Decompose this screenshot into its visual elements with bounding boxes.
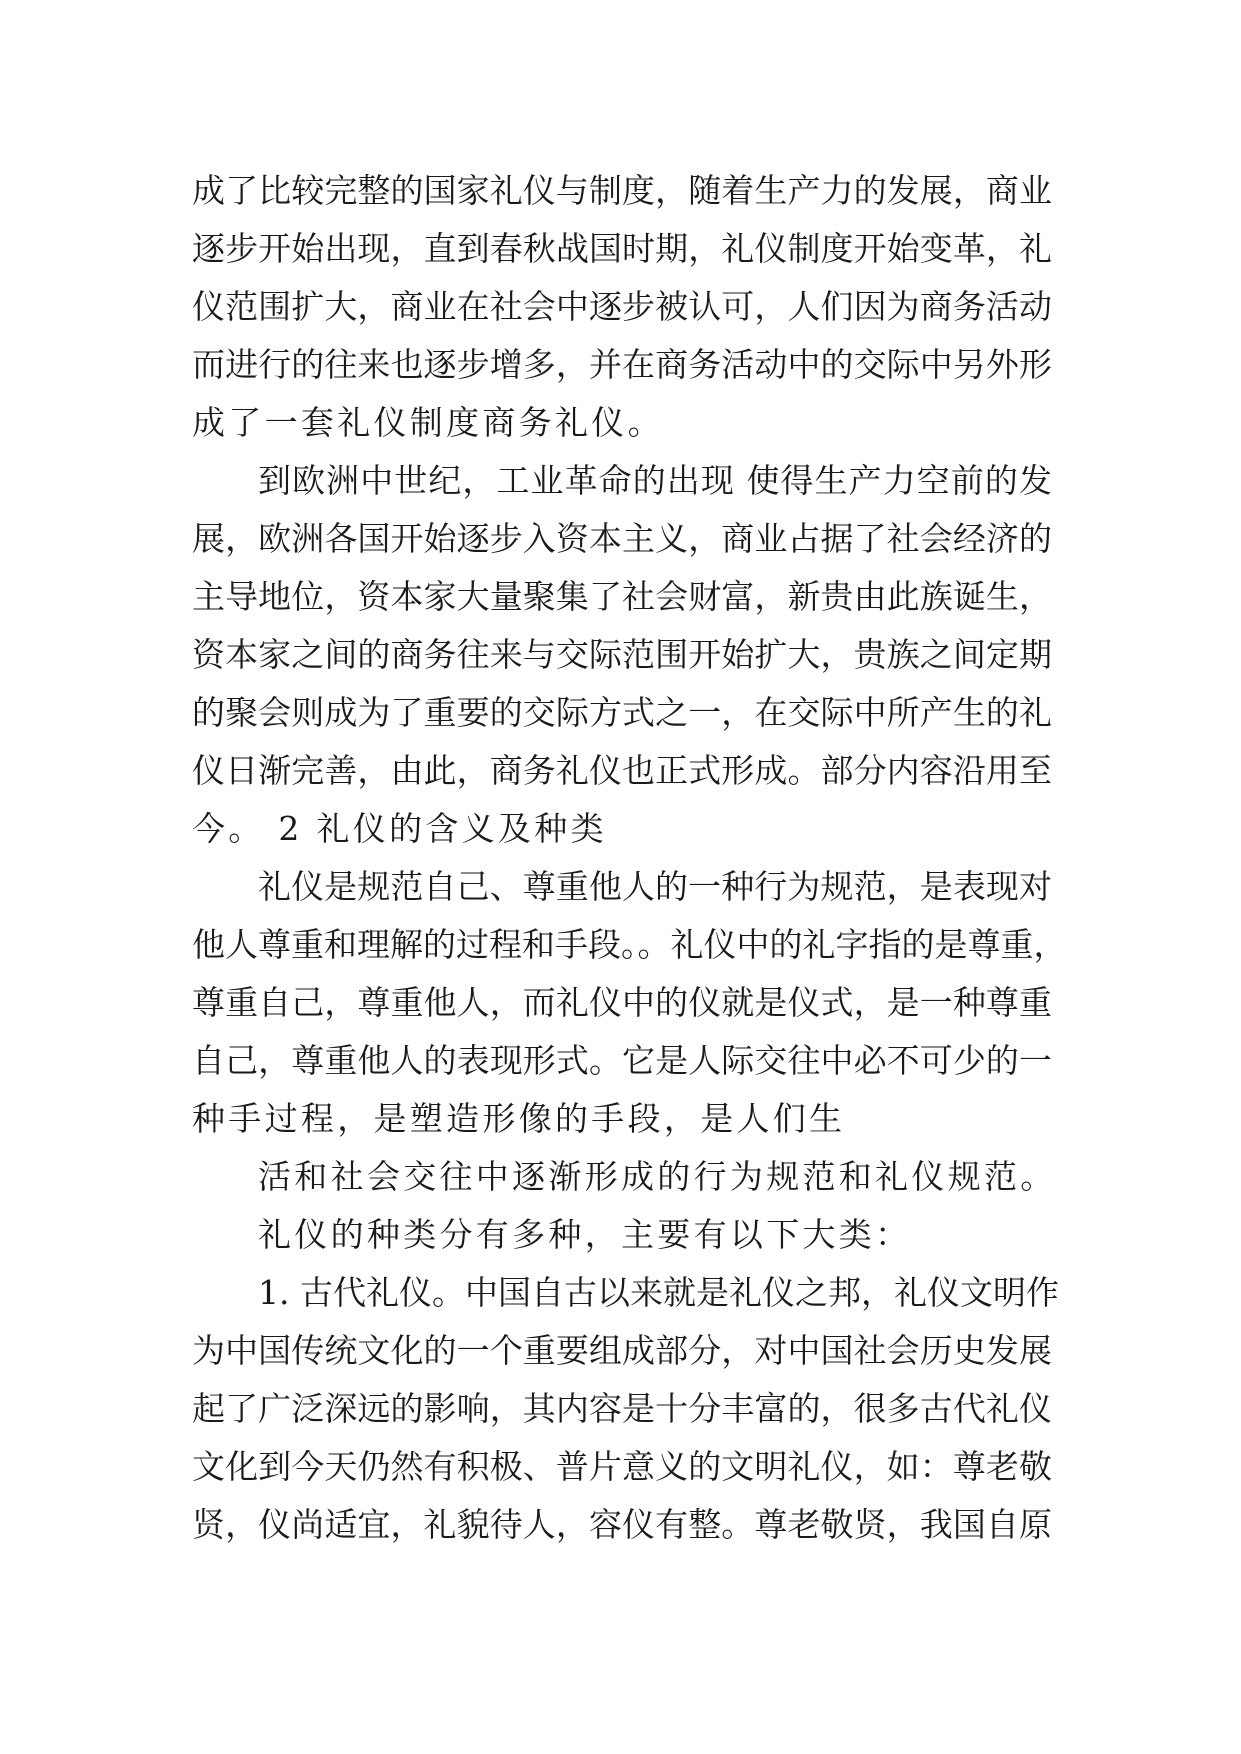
text-line: 成了比较完整的国家礼仪与制度，随着生产力的发展，商业 [192,171,1052,210]
text-line: 展，欧洲各国开始逐步入资本主义，商业占据了社会经济的 [192,519,1052,558]
text-line: 成了一套礼仪制度商务礼仪。 [192,403,664,442]
text-line: 为中国传统文化的一个重要组成部分，对中国社会历史发展 [192,1331,1052,1370]
text-line: 起了广泛深远的影响，其内容是十分丰富的，很多古代礼仪 [192,1389,1052,1428]
text-line: 主导地位，资本家大量聚集了社会财富，新贵由此族诞生， [192,577,1052,616]
text-line: 种手过程，是塑造形像的手段，是人们生 [192,1099,846,1138]
list-item-line: 1. 古代礼仪。中国自古以来就是礼仪之邦，礼仪文明作 [258,1273,1059,1312]
text-line: 贤，仪尚适宜，礼貌待人，容仪有整。尊老敬贤，我国自原 [192,1505,1052,1544]
paragraph-start-line: 礼仪的种类分有多种，主要有以下大类： [258,1215,912,1254]
text-line: 而进行的往来也逐步增多，并在商务活动中的交际中另外形 [192,345,1052,384]
text-line: 仪日渐完善，由此，商务礼仪也正式形成。部分内容沿用至 [192,751,1052,790]
paragraph-start-line: 到欧洲中世纪，工业革命的出现 使得生产力空前的发 [258,461,1052,500]
body-text [192,162,1067,1554]
text-line: 文化到今天仍然有积极、普片意义的文明礼仪，如：尊老敬 [192,1447,1052,1486]
text-line: 仪范围扩大，商业在社会中逐步被认可，人们因为商务活动 [192,287,1052,326]
paragraph-start-line: 礼仪是规范自己、尊重他人的一种行为规范，是表现对 [258,867,1052,906]
text-line: 尊重自己，尊重他人，而礼仪中的仪就是仪式，是一种尊重 [192,983,1052,1022]
section-heading-line: 今。 2 礼仪的含义及种类 [192,809,607,848]
text-line: 的聚会则成为了重要的交际方式之一，在交际中所产生的礼 [192,693,1052,732]
text-line: 逐步开始出现，直到春秋战国时期，礼仪制度开始变革，礼 [192,229,1052,268]
text-line: 自己，尊重他人的表现形式。它是人际交往中必不可少的一 [192,1041,1052,1080]
text-line: 他人尊重和理解的过程和手段。。礼仪中的礼字指的是尊重， [192,925,1067,964]
paragraph-start-line: 活和社会交往中逐渐形成的行为规范和礼仪规范。 [258,1157,1057,1196]
text-line: 资本家之间的商务往来与交际范围开始扩大，贵族之间定期 [192,635,1052,674]
